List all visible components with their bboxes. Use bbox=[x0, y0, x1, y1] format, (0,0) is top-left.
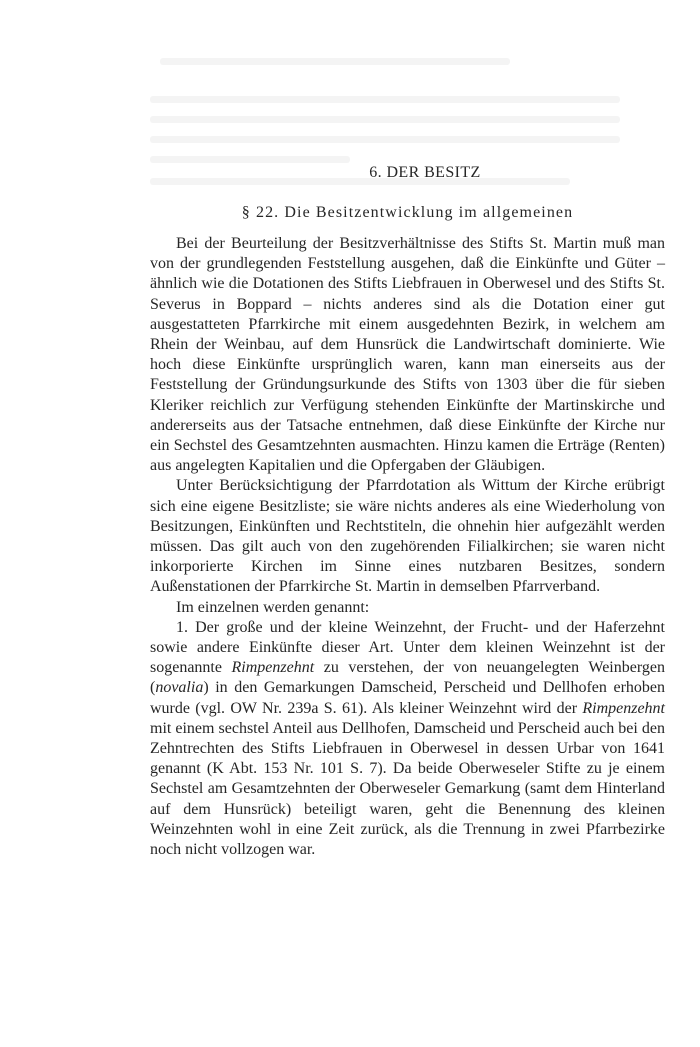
list-item-paragraph bbox=[150, 618, 665, 860]
italic-term: Rimpenzehnt bbox=[582, 699, 665, 717]
bleed-through-line bbox=[150, 116, 620, 123]
paragraph: Unter Berücksichtigung der Pfarrdotation als Wittum der Kirche erübrigt sich eine eigene Besitzliste; sie wäre nichts anderes als eine Wiederholung von Besitzungen, Einkünften und Rechtstiteln, die ohnehin hier aufgezählt werden müssen. Das gilt auch von den zugehörenden Filialkirchen; sie waren nicht inkorporierte Kirchen im Sinne eines nutzbaren Besitzes, sondern Außenstationen der Pfarrkirche St. Martin in demselben Pfarrverband. bbox=[150, 477, 665, 596]
text-run: zu verstehen, der von neuangelegten Weinbergen ( bbox=[150, 659, 665, 697]
body-text bbox=[150, 234, 665, 860]
bleed-through-line bbox=[150, 136, 620, 143]
bleed-through-line bbox=[150, 156, 350, 163]
chapter-title: 6. DER BESITZ bbox=[369, 164, 481, 181]
italic-term: Rimpenzehnt bbox=[231, 659, 315, 677]
text-run: mit einem sechstel Anteil aus Dellhofen, Damscheid und Perscheid auch bei den Zehntrechten des Stifts Liebfrauen in Oberwesel in dessen Urbar von 1641 genannt (K Abt. 153 Nr. 101 S. 7). Da beide Oberweseler Stifte zu je einem Sechstel am Gesamtzehnten der Oberweseler Gemarkung (samt dem Hinterland auf dem Hunsrück) beteiligt waren, geht die Benennung des kleinen Weinzehnten wohl in eine Zeit zurück, als die Trennung in zwei Pfarrbezirke noch nicht vollzogen war. bbox=[150, 719, 665, 859]
text-run: ) in den Gemarkungen Damscheid, Perscheid und Dellhofen erhoben wurde (vgl. OW Nr. 239a S. 61). Als kleiner Weinzehnt wird der bbox=[150, 679, 665, 717]
paragraph: Bei der Beurteilung der Besitzverhältnisse des Stifts St. Martin muß man von der grundlegenden Feststellung ausgehen, daß die Einkünfte und Güter – ähnlich wie die Dotationen des Stifts Liebfrauen in Oberwesel und des Stifts St. Severus in Boppard – nichts anderes sind als die Dotation einer gut ausgestatteten Pfarrkirche mit einem ausgedehnten Bezirk, in welchem am Rhein der Weinbau, auf dem Hunsrück die Landwirtschaft dominierte. Wie hoch diese Einkünfte ursprünglich waren, kann man einerseits aus der Feststellung der Gründungsurkunde des Stifts von 1303 über die für sieben Kleriker reichlich zur Verfügung stehenden Einkünfte der Martinskirche und andererseits aus der Tatsache entnehmen, daß diese Einkünfte der Kirche nur ein Sechstel des Gesamtzehnten ausmachten. Hinzu kamen die Erträge (Renten) aus angelegten Kapitalien und die Opfergaben der Gläubigen. bbox=[150, 235, 665, 475]
text-run: 1. Der große und der kleine Weinzehnt, der Frucht- und der Haferzehnt sowie andere Einkünfte dieser Art. Unter dem kleinen Weinzehnt ist der sogenannte bbox=[150, 618, 665, 677]
section-title: § 22. Die Besitzentwicklung im allgemeinen bbox=[241, 204, 574, 221]
paragraph: Im einzelnen werden genannt: bbox=[176, 598, 370, 616]
italic-term: novalia bbox=[155, 679, 204, 697]
bleed-through-line bbox=[160, 58, 510, 65]
bleed-through-line bbox=[150, 96, 620, 103]
